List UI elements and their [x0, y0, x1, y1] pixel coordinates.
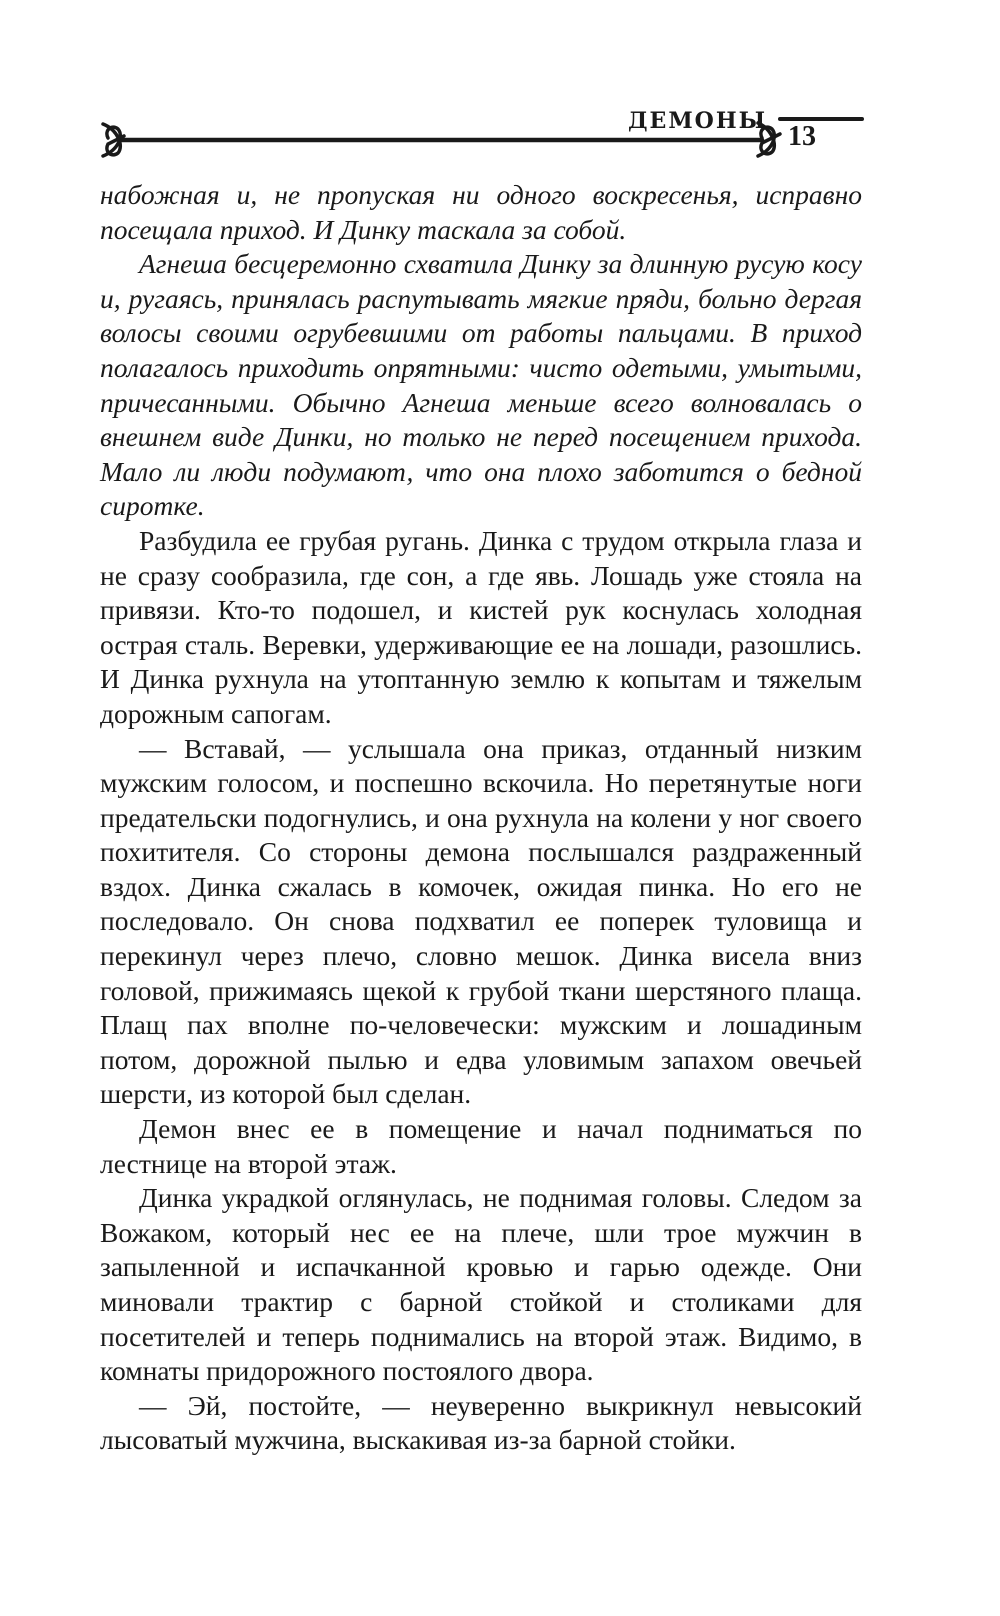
- paragraph: Динка украдкой оглянулась, не поднимая головы. Следом за Вожаком, который нес ее на плече, шли трое мужчин в запыленной и испачканной кровью и гарью одежде. Они миновали трактир с барной стойкой и столиками для посетителей и теперь поднимались на второй этаж. Видимо, в комнаты придорожного постоялого двора.: [100, 1182, 862, 1387]
- page-header: [0, 0, 1000, 180]
- paragraph: — Вставай, — услышала она приказ, отданный низким мужским голосом, и поспешно вскочила. Но перетянутые ноги предательски подогнулись, и она рухнула на колени у ног своего похитителя. Со стороны демона послышался раздраженный вздох. Динка сжалась в комочек, ожидая пинка. Но его не последовало. Он снова подхватил ее поперек туловища и перекинул через плечо, словно мешок. Динка висела вниз головой, прижимаясь щекой к грубой ткани шерстяного плаща. Плащ пах вполне по-человечески: мужским и лошадиным потом, дорожной пылью и едва уловимым запахом овечьей шерсти, из которой был сделан.: [100, 732, 862, 1110]
- paragraph: — Эй, постойте, — неуверенно выкрикнул невысокий лысоватый мужчина, выскакивая из-за барной стойки.: [100, 1389, 862, 1456]
- paragraph: Агнеша бесцеремонно схватила Динку за длинную русую косу и, ругаясь, принялась распутывать мягкие пряди, больно дергая волосы своими огрубевшими от работы пальцами. В приход полагалось приходить опрятными: чисто одетыми, умытыми, причесанными. Обычно Агнеша меньше всего волновалась о внешнем виде Динки, но только не перед посещением прихода. Мало ли люди подумают, что она плохо заботится о бедной сиротке.: [100, 248, 862, 522]
- page-number: 13: [788, 121, 816, 152]
- paragraph: Демон внес ее в помещение и начал подниматься по лестнице на второй этаж.: [100, 1113, 862, 1179]
- body-text: [100, 178, 862, 1458]
- paragraph: набожная и, не пропуская ни одного воскресенья, исправно посещала приход. И Динку таскала за собой.: [100, 179, 862, 245]
- paragraph: Разбудила ее грубая ругань. Динка с трудом открыла глаза и не сразу сообразила, где сон, а где явь. Лошадь уже стояла на привязи. Кто-то подошел, и кистей рук коснулась холодная острая сталь. Веревки, удерживающие ее на лошади, разошлись. И Динка рухнула на утоптанную землю к копытам и тяжелым дорожным сапогам.: [100, 524, 862, 729]
- running-title: ДЕМОНЫ: [628, 108, 768, 134]
- header-rule-ornament: [0, 0, 1000, 180]
